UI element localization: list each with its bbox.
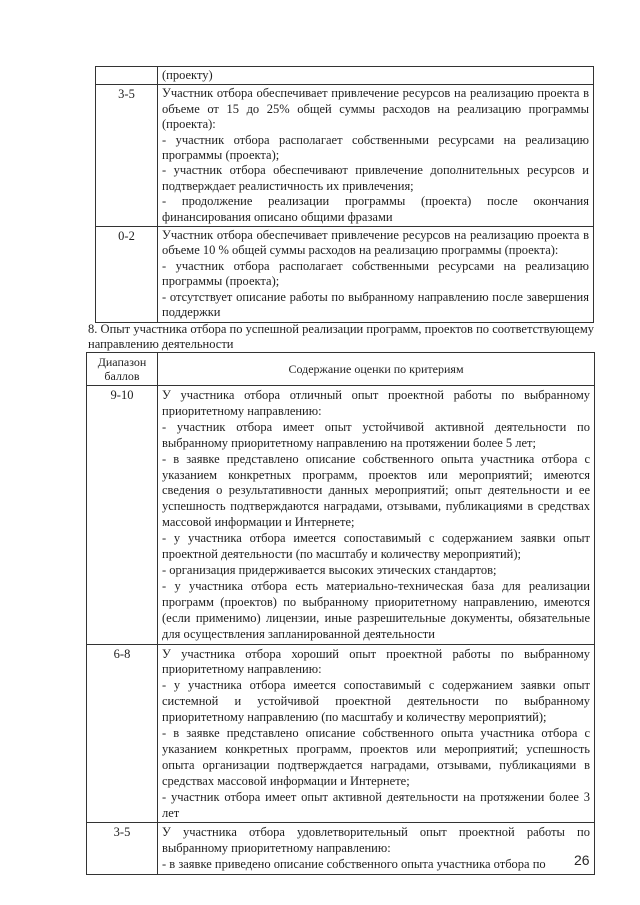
criteria-line: Участник отбора обеспечивает привлечение ресурсов на реализацию проекта в объеме 10 % общей суммы расходов на реализацию программы (проекта): (162, 228, 589, 258)
criteria-line: - организация придерживается высоких этических стандартов; (162, 562, 497, 577)
score-range (96, 67, 158, 85)
score-range: 0-2 (96, 227, 158, 322)
criteria-description (158, 227, 594, 322)
table-row (87, 823, 595, 875)
criteria-line: - участник отбора располагает собственными ресурсами на реализацию программы (проекта); (162, 258, 589, 289)
criteria-line: - у участника отбора имеется сопоставимый с содержанием заявки опыт системной и устойчивой проектной деятельности по выбранному приоритетному направлению (по масштабу и количеству мероприятий); (162, 678, 590, 725)
criteria-line: - участник отбора имеет опыт активной деятельности на протяжении более 3 лет (162, 789, 590, 820)
column-header-score: Диапазон баллов (87, 353, 158, 386)
section-8-heading (88, 322, 594, 352)
criteria-line: - у участника отбора имеется сопоставимый с содержанием заявки опыт проектной деятельности (по масштабу и количеству мероприятий); (162, 531, 590, 562)
score-range: 3-5 (87, 823, 158, 875)
criteria-line: - в заявке представлено описание собственного опыта участника отбора с указанием конкретных программ, проектов или мероприятий; имеются сведения о результативности данных мероприятий; опыт деятельности и ее успешность подтверждаются наградами, отзывами, публикациями в средствах массовой информации и Интернете; (162, 451, 590, 530)
criteria-line: У участника отбора хороший опыт проектной работы по выбранному приоритетному направлению: (162, 646, 590, 677)
score-range: 3-5 (96, 85, 158, 227)
score-range: 9-10 (87, 386, 158, 645)
criteria-line: (проекту) (162, 68, 213, 82)
criteria-line: - в заявке приведено описание собственного опыта участника отбора по (162, 857, 546, 872)
criteria-line: У участника отбора удовлетворительный опыт проектной работы по выбранному приоритетному направлению: (162, 825, 590, 856)
criteria-table-experience (86, 352, 595, 875)
column-header-content: Содержание оценки по критериям (158, 353, 595, 386)
criteria-line: - участник отбора имеет опыт устойчивой активной деятельности по выбранному приоритетному направлению на протяжении более 5 лет; (162, 419, 590, 450)
table-row (87, 644, 595, 823)
criteria-line: - участник отбора располагает собственными ресурсами на реализацию программы (проекта); (162, 132, 589, 163)
table-header-row (87, 353, 595, 386)
page-number: 26 (574, 852, 590, 868)
criteria-description (158, 386, 595, 645)
criteria-line: Участник отбора обеспечивает привлечение ресурсов на реализацию проекта в объеме от 15 до 25% общей суммы расходов на реализацию программы (проекта): (162, 86, 589, 132)
score-range: 6-8 (87, 644, 158, 823)
criteria-description (158, 85, 594, 227)
section-heading-text: 8. Опыт участника отбора по успешной реализации программ, проектов по соответствующему направлению деятельности (88, 322, 594, 351)
criteria-description (158, 67, 594, 85)
table-row (96, 85, 594, 227)
criteria-line: - продолжение реализации программы (проекта) после окончания финансирования описано общими фразами (162, 194, 589, 224)
criteria-table-resources (95, 66, 594, 323)
criteria-description (158, 823, 595, 875)
criteria-description (158, 644, 595, 823)
criteria-line: У участника отбора отличный опыт проектной работы по выбранному приоритетному направлению: (162, 388, 590, 418)
table-row (87, 386, 595, 645)
table-row (96, 227, 594, 322)
criteria-line: - отсутствует описание работы по выбранному направлению после завершения поддержки (162, 289, 589, 320)
criteria-line: - участник отбора обеспечивают привлечение дополнительных ресурсов и подтверждает реалистичность их привлечения; (162, 163, 589, 193)
criteria-line: - в заявке представлено описание собственного опыта участника отбора с указанием конкретных программ, проектов или мероприятий; успешность опыта организации подтверждается наградами, отзывами, публикациями в средствах массовой информации и Интернете; (162, 726, 590, 788)
criteria-line: - у участника отбора есть материально-техническая база для реализации программ (проектов) по выбранному приоритетному направлению, имеются (если применимо) лицензии, иные разрешительные документы, обязательные для осуществления запланированной деятельности (162, 578, 590, 641)
table-row (96, 67, 594, 85)
